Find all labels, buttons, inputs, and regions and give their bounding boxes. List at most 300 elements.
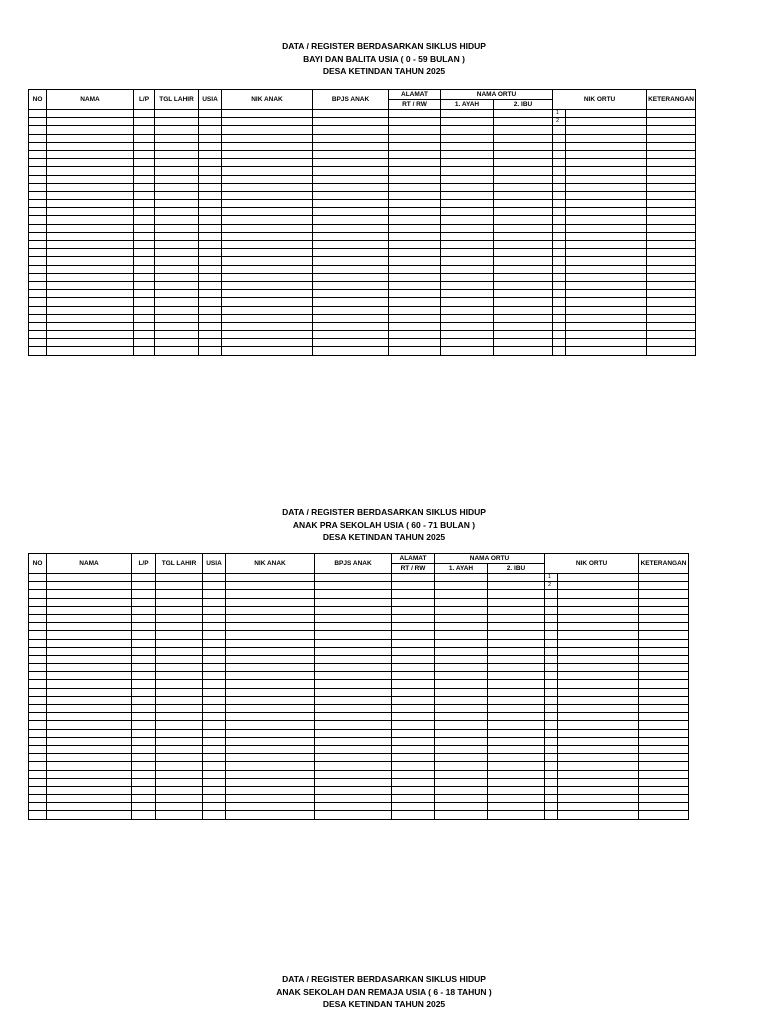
table-cell[interactable] bbox=[389, 200, 441, 208]
table-cell[interactable] bbox=[545, 705, 558, 713]
table-cell[interactable] bbox=[488, 688, 545, 696]
table-cell[interactable] bbox=[488, 631, 545, 639]
table-cell[interactable] bbox=[441, 347, 494, 355]
table-cell[interactable] bbox=[315, 745, 392, 753]
table-cell[interactable] bbox=[315, 696, 392, 704]
table-cell[interactable] bbox=[488, 737, 545, 745]
table-cell[interactable] bbox=[222, 191, 313, 199]
table-cell[interactable] bbox=[647, 281, 696, 289]
table-cell[interactable] bbox=[47, 265, 134, 273]
table-cell[interactable] bbox=[132, 598, 156, 606]
table-cell[interactable] bbox=[441, 208, 494, 216]
table-cell[interactable] bbox=[199, 200, 222, 208]
table-cell[interactable] bbox=[315, 590, 392, 598]
table-cell[interactable] bbox=[47, 721, 132, 729]
table-cell[interactable] bbox=[226, 655, 315, 663]
table-cell[interactable] bbox=[47, 200, 134, 208]
table-cell[interactable] bbox=[222, 314, 313, 322]
table-cell[interactable] bbox=[315, 762, 392, 770]
table-cell[interactable] bbox=[488, 729, 545, 737]
table-cell[interactable] bbox=[494, 110, 553, 118]
table-cell[interactable] bbox=[134, 322, 155, 330]
table-cell[interactable] bbox=[647, 241, 696, 249]
table-cell[interactable] bbox=[29, 118, 47, 126]
table-cell[interactable] bbox=[47, 754, 132, 762]
table-cell[interactable] bbox=[47, 664, 132, 672]
table-cell[interactable] bbox=[156, 705, 203, 713]
table-cell[interactable] bbox=[226, 598, 315, 606]
table-cell[interactable] bbox=[389, 273, 441, 281]
table-cell[interactable] bbox=[647, 224, 696, 232]
table-cell[interactable] bbox=[47, 183, 134, 191]
table-cell[interactable] bbox=[389, 216, 441, 224]
table-cell[interactable] bbox=[566, 298, 647, 306]
table-cell[interactable] bbox=[566, 314, 647, 322]
table-cell[interactable] bbox=[29, 737, 47, 745]
table-cell[interactable] bbox=[134, 134, 155, 142]
table-cell[interactable] bbox=[29, 314, 47, 322]
table-cell[interactable] bbox=[494, 322, 553, 330]
table-cell[interactable] bbox=[389, 290, 441, 298]
table-cell[interactable] bbox=[435, 811, 488, 819]
table-cell[interactable] bbox=[156, 655, 203, 663]
table-cell[interactable] bbox=[155, 281, 199, 289]
table-cell[interactable] bbox=[647, 306, 696, 314]
table-cell[interactable] bbox=[313, 257, 389, 265]
table-cell[interactable] bbox=[222, 322, 313, 330]
table-cell[interactable] bbox=[134, 273, 155, 281]
table-cell[interactable] bbox=[315, 688, 392, 696]
table-cell[interactable] bbox=[315, 614, 392, 622]
table-cell[interactable] bbox=[226, 803, 315, 811]
table-cell[interactable] bbox=[47, 672, 132, 680]
table-cell[interactable] bbox=[29, 232, 47, 240]
table-cell[interactable] bbox=[132, 803, 156, 811]
table-cell[interactable] bbox=[313, 322, 389, 330]
table-cell[interactable] bbox=[441, 150, 494, 158]
table-cell[interactable] bbox=[389, 118, 441, 126]
table-cell[interactable] bbox=[647, 265, 696, 273]
table-cell[interactable] bbox=[389, 339, 441, 347]
table-cell[interactable] bbox=[203, 754, 226, 762]
table-cell[interactable] bbox=[313, 167, 389, 175]
table-cell[interactable] bbox=[155, 339, 199, 347]
table-cell[interactable] bbox=[488, 745, 545, 753]
table-cell[interactable] bbox=[313, 159, 389, 167]
table-cell[interactable] bbox=[134, 224, 155, 232]
table-cell[interactable] bbox=[558, 631, 639, 639]
table-cell[interactable] bbox=[47, 118, 134, 126]
table-cell[interactable] bbox=[389, 159, 441, 167]
table-cell[interactable] bbox=[639, 598, 689, 606]
table-cell[interactable] bbox=[313, 232, 389, 240]
table-cell[interactable] bbox=[389, 306, 441, 314]
table-cell[interactable] bbox=[392, 811, 435, 819]
table-cell[interactable] bbox=[435, 598, 488, 606]
table-cell[interactable] bbox=[47, 639, 132, 647]
table-cell[interactable] bbox=[134, 118, 155, 126]
table-cell[interactable] bbox=[199, 298, 222, 306]
table-cell[interactable] bbox=[545, 721, 558, 729]
table-cell[interactable] bbox=[545, 606, 558, 614]
table-cell[interactable] bbox=[639, 614, 689, 622]
table-cell[interactable] bbox=[435, 680, 488, 688]
table-cell[interactable] bbox=[156, 778, 203, 786]
table-cell[interactable] bbox=[313, 298, 389, 306]
table-cell[interactable] bbox=[441, 224, 494, 232]
table-cell[interactable] bbox=[47, 696, 132, 704]
table-cell[interactable] bbox=[47, 298, 134, 306]
table-cell[interactable] bbox=[558, 582, 639, 590]
table-cell[interactable] bbox=[199, 232, 222, 240]
table-cell[interactable] bbox=[155, 314, 199, 322]
table-cell[interactable] bbox=[553, 183, 566, 191]
table-cell[interactable] bbox=[558, 623, 639, 631]
table-cell[interactable] bbox=[47, 339, 134, 347]
table-cell[interactable] bbox=[132, 655, 156, 663]
table-cell[interactable] bbox=[47, 811, 132, 819]
table-cell[interactable] bbox=[155, 118, 199, 126]
table-cell[interactable] bbox=[47, 232, 134, 240]
table-cell[interactable] bbox=[134, 347, 155, 355]
table-cell[interactable] bbox=[313, 216, 389, 224]
table-cell[interactable] bbox=[29, 142, 47, 150]
table-cell[interactable] bbox=[647, 290, 696, 298]
table-cell[interactable] bbox=[47, 110, 134, 118]
table-cell[interactable] bbox=[47, 224, 134, 232]
table-cell[interactable] bbox=[441, 118, 494, 126]
table-cell[interactable] bbox=[553, 175, 566, 183]
table-cell[interactable] bbox=[553, 265, 566, 273]
table-cell[interactable] bbox=[315, 721, 392, 729]
table-cell[interactable] bbox=[199, 150, 222, 158]
table-cell[interactable] bbox=[639, 655, 689, 663]
table-cell[interactable] bbox=[315, 803, 392, 811]
table-cell[interactable] bbox=[639, 672, 689, 680]
table-cell[interactable] bbox=[222, 339, 313, 347]
table-cell[interactable] bbox=[313, 339, 389, 347]
table-cell[interactable] bbox=[222, 142, 313, 150]
table-cell[interactable] bbox=[392, 778, 435, 786]
table-cell[interactable] bbox=[199, 126, 222, 134]
table-cell[interactable] bbox=[156, 754, 203, 762]
table-cell[interactable] bbox=[313, 183, 389, 191]
table-cell[interactable] bbox=[494, 241, 553, 249]
table-cell[interactable] bbox=[47, 216, 134, 224]
table-cell[interactable] bbox=[392, 729, 435, 737]
table-cell[interactable] bbox=[222, 257, 313, 265]
table-cell[interactable] bbox=[392, 803, 435, 811]
table-cell[interactable] bbox=[441, 265, 494, 273]
table-cell[interactable] bbox=[494, 208, 553, 216]
table-cell[interactable] bbox=[558, 672, 639, 680]
table-cell[interactable] bbox=[647, 110, 696, 118]
table-cell[interactable] bbox=[553, 273, 566, 281]
table-cell[interactable] bbox=[156, 672, 203, 680]
table-cell[interactable] bbox=[199, 290, 222, 298]
table-cell[interactable] bbox=[155, 265, 199, 273]
table-cell[interactable] bbox=[488, 574, 545, 582]
table-cell[interactable] bbox=[155, 167, 199, 175]
table-cell[interactable] bbox=[488, 598, 545, 606]
table-cell[interactable] bbox=[47, 175, 134, 183]
table-cell[interactable] bbox=[558, 795, 639, 803]
table-cell[interactable] bbox=[203, 614, 226, 622]
table-cell[interactable] bbox=[203, 639, 226, 647]
table-cell[interactable] bbox=[29, 134, 47, 142]
table-cell[interactable] bbox=[566, 265, 647, 273]
table-cell[interactable] bbox=[226, 705, 315, 713]
table-cell[interactable] bbox=[203, 786, 226, 794]
table-cell[interactable] bbox=[29, 110, 47, 118]
table-cell[interactable] bbox=[47, 574, 132, 582]
table-cell[interactable] bbox=[29, 175, 47, 183]
table-cell[interactable] bbox=[639, 647, 689, 655]
table-cell[interactable] bbox=[558, 688, 639, 696]
table-cell[interactable] bbox=[156, 639, 203, 647]
table-cell[interactable] bbox=[639, 590, 689, 598]
table-cell[interactable] bbox=[313, 118, 389, 126]
table-cell[interactable] bbox=[494, 216, 553, 224]
table-cell[interactable] bbox=[313, 191, 389, 199]
table-cell[interactable] bbox=[435, 582, 488, 590]
table-cell[interactable] bbox=[488, 811, 545, 819]
table-cell[interactable] bbox=[47, 647, 132, 655]
table-cell[interactable] bbox=[435, 606, 488, 614]
table-cell[interactable] bbox=[132, 590, 156, 598]
table-cell[interactable] bbox=[558, 705, 639, 713]
table-cell[interactable] bbox=[441, 281, 494, 289]
table-cell[interactable] bbox=[313, 175, 389, 183]
table-cell[interactable] bbox=[389, 265, 441, 273]
table-cell[interactable] bbox=[155, 241, 199, 249]
table-cell[interactable] bbox=[222, 183, 313, 191]
table-cell[interactable] bbox=[545, 655, 558, 663]
table-cell[interactable] bbox=[222, 290, 313, 298]
table-cell[interactable] bbox=[435, 631, 488, 639]
table-cell[interactable] bbox=[553, 167, 566, 175]
table-cell[interactable] bbox=[566, 322, 647, 330]
table-cell[interactable] bbox=[435, 770, 488, 778]
table-cell[interactable] bbox=[199, 216, 222, 224]
table-cell[interactable] bbox=[155, 150, 199, 158]
table-cell[interactable] bbox=[545, 737, 558, 745]
table-cell[interactable] bbox=[441, 191, 494, 199]
table-cell[interactable] bbox=[132, 631, 156, 639]
table-cell[interactable] bbox=[545, 762, 558, 770]
table-cell[interactable] bbox=[156, 664, 203, 672]
table-cell[interactable] bbox=[566, 257, 647, 265]
table-cell[interactable] bbox=[315, 737, 392, 745]
table-cell[interactable] bbox=[47, 142, 134, 150]
table-cell[interactable] bbox=[545, 623, 558, 631]
table-cell[interactable] bbox=[389, 183, 441, 191]
table-cell[interactable] bbox=[29, 664, 47, 672]
table-cell[interactable] bbox=[389, 331, 441, 339]
table-cell[interactable] bbox=[29, 126, 47, 134]
table-cell[interactable] bbox=[47, 598, 132, 606]
table-cell[interactable] bbox=[558, 770, 639, 778]
table-cell[interactable] bbox=[47, 347, 134, 355]
table-cell[interactable] bbox=[156, 803, 203, 811]
table-cell[interactable] bbox=[566, 118, 647, 126]
table-cell[interactable] bbox=[494, 159, 553, 167]
table-cell[interactable] bbox=[639, 754, 689, 762]
table-cell[interactable] bbox=[558, 762, 639, 770]
table-cell[interactable] bbox=[313, 273, 389, 281]
table-cell[interactable] bbox=[29, 331, 47, 339]
table-cell[interactable] bbox=[155, 142, 199, 150]
table-cell[interactable] bbox=[29, 273, 47, 281]
table-cell[interactable] bbox=[29, 606, 47, 614]
table-cell[interactable] bbox=[29, 680, 47, 688]
table-cell[interactable] bbox=[558, 598, 639, 606]
table-cell[interactable] bbox=[132, 582, 156, 590]
table-cell[interactable] bbox=[639, 713, 689, 721]
table-cell[interactable] bbox=[47, 134, 134, 142]
table-cell[interactable] bbox=[226, 696, 315, 704]
table-cell[interactable] bbox=[29, 200, 47, 208]
table-cell[interactable] bbox=[435, 721, 488, 729]
table-cell[interactable] bbox=[389, 191, 441, 199]
table-cell[interactable] bbox=[647, 208, 696, 216]
table-cell[interactable] bbox=[47, 614, 132, 622]
table-cell[interactable] bbox=[29, 688, 47, 696]
table-cell[interactable] bbox=[29, 574, 47, 582]
table-cell[interactable] bbox=[132, 672, 156, 680]
table-cell[interactable] bbox=[155, 273, 199, 281]
table-cell[interactable] bbox=[29, 224, 47, 232]
table-cell[interactable] bbox=[647, 134, 696, 142]
table-cell[interactable] bbox=[494, 347, 553, 355]
table-cell[interactable] bbox=[553, 347, 566, 355]
table-cell[interactable] bbox=[435, 696, 488, 704]
table-cell[interactable] bbox=[494, 249, 553, 257]
table-cell[interactable] bbox=[134, 167, 155, 175]
table-cell[interactable] bbox=[199, 347, 222, 355]
table-cell[interactable] bbox=[132, 647, 156, 655]
table-cell[interactable] bbox=[315, 664, 392, 672]
table-cell[interactable] bbox=[313, 200, 389, 208]
table-cell[interactable] bbox=[132, 713, 156, 721]
table-cell[interactable] bbox=[392, 574, 435, 582]
table-cell[interactable] bbox=[566, 306, 647, 314]
table-cell[interactable] bbox=[313, 126, 389, 134]
table-cell[interactable] bbox=[222, 241, 313, 249]
table-cell[interactable] bbox=[155, 306, 199, 314]
table-cell[interactable] bbox=[488, 680, 545, 688]
table-cell[interactable] bbox=[566, 290, 647, 298]
table-cell[interactable] bbox=[545, 786, 558, 794]
table-cell[interactable] bbox=[392, 614, 435, 622]
table-cell[interactable] bbox=[29, 150, 47, 158]
table-cell[interactable] bbox=[132, 688, 156, 696]
table-cell[interactable] bbox=[155, 290, 199, 298]
table-cell[interactable] bbox=[566, 249, 647, 257]
table-cell[interactable] bbox=[203, 647, 226, 655]
table-cell[interactable] bbox=[156, 598, 203, 606]
table-cell[interactable] bbox=[226, 737, 315, 745]
table-cell[interactable] bbox=[566, 191, 647, 199]
table-cell[interactable] bbox=[389, 322, 441, 330]
table-cell[interactable] bbox=[47, 331, 134, 339]
table-cell[interactable] bbox=[315, 623, 392, 631]
table-cell[interactable] bbox=[435, 713, 488, 721]
table-cell[interactable] bbox=[132, 729, 156, 737]
table-cell[interactable] bbox=[132, 606, 156, 614]
table-cell[interactable] bbox=[553, 290, 566, 298]
table-cell[interactable] bbox=[558, 737, 639, 745]
table-cell[interactable] bbox=[134, 200, 155, 208]
table-cell[interactable] bbox=[558, 803, 639, 811]
table-cell[interactable] bbox=[226, 574, 315, 582]
table-cell[interactable] bbox=[47, 737, 132, 745]
table-cell[interactable] bbox=[156, 688, 203, 696]
table-cell[interactable] bbox=[315, 770, 392, 778]
table-cell[interactable] bbox=[392, 754, 435, 762]
table-cell[interactable] bbox=[132, 680, 156, 688]
table-cell[interactable] bbox=[29, 721, 47, 729]
table-cell[interactable] bbox=[553, 126, 566, 134]
table-cell[interactable] bbox=[134, 216, 155, 224]
table-cell[interactable] bbox=[155, 257, 199, 265]
table-cell[interactable] bbox=[155, 216, 199, 224]
table-cell[interactable] bbox=[203, 778, 226, 786]
table-cell[interactable] bbox=[47, 786, 132, 794]
table-cell[interactable] bbox=[203, 803, 226, 811]
table-cell[interactable] bbox=[199, 134, 222, 142]
table-cell[interactable] bbox=[553, 241, 566, 249]
table-cell[interactable] bbox=[639, 786, 689, 794]
table-cell[interactable] bbox=[226, 754, 315, 762]
table-cell[interactable] bbox=[156, 696, 203, 704]
table-cell[interactable] bbox=[155, 224, 199, 232]
table-cell[interactable] bbox=[156, 762, 203, 770]
table-cell[interactable] bbox=[29, 623, 47, 631]
table-cell[interactable] bbox=[199, 265, 222, 273]
table-cell[interactable] bbox=[558, 574, 639, 582]
table-cell[interactable] bbox=[199, 224, 222, 232]
table-cell[interactable] bbox=[29, 322, 47, 330]
table-cell[interactable] bbox=[639, 721, 689, 729]
table-cell[interactable] bbox=[199, 306, 222, 314]
table-cell[interactable] bbox=[134, 175, 155, 183]
table-cell[interactable] bbox=[488, 672, 545, 680]
table-cell[interactable] bbox=[155, 183, 199, 191]
table-cell[interactable] bbox=[494, 257, 553, 265]
table-cell[interactable] bbox=[155, 232, 199, 240]
table-cell[interactable] bbox=[199, 322, 222, 330]
table-cell[interactable] bbox=[222, 200, 313, 208]
table-cell[interactable] bbox=[639, 803, 689, 811]
table-cell[interactable] bbox=[47, 778, 132, 786]
table-cell[interactable] bbox=[226, 664, 315, 672]
table-cell[interactable] bbox=[313, 331, 389, 339]
table-cell[interactable] bbox=[494, 265, 553, 273]
table-cell[interactable] bbox=[392, 688, 435, 696]
table-cell[interactable] bbox=[488, 696, 545, 704]
table-cell[interactable] bbox=[647, 150, 696, 158]
table-cell[interactable] bbox=[203, 770, 226, 778]
table-cell[interactable] bbox=[222, 347, 313, 355]
table-cell[interactable] bbox=[29, 339, 47, 347]
table-cell[interactable] bbox=[315, 754, 392, 762]
table-cell[interactable] bbox=[132, 762, 156, 770]
table-cell[interactable] bbox=[553, 249, 566, 257]
table-cell[interactable] bbox=[566, 183, 647, 191]
table-cell[interactable] bbox=[494, 298, 553, 306]
table-cell[interactable] bbox=[392, 795, 435, 803]
